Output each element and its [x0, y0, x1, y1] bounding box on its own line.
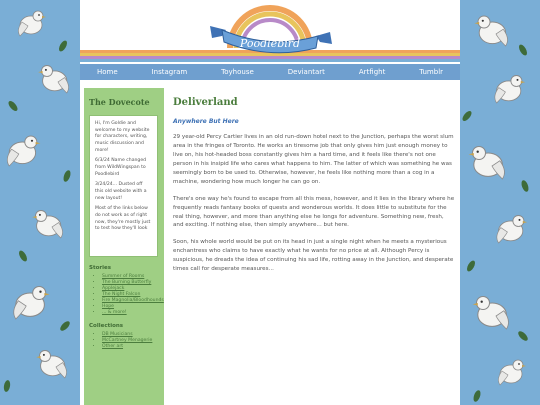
leaf-icon	[472, 389, 482, 402]
nav-toyhouse[interactable]: Toyhouse	[221, 68, 254, 76]
dove-icon	[8, 280, 52, 324]
dove-icon	[14, 6, 48, 40]
collection-link[interactable]: • McCartney Menagerie	[102, 338, 164, 343]
nav-instagram[interactable]: Instagram	[151, 68, 188, 76]
welcome-note[interactable]	[89, 115, 158, 257]
story-link[interactable]: • The Night Falcon	[102, 292, 164, 297]
top-nav	[80, 64, 460, 80]
leaf-icon	[465, 259, 476, 272]
leaf-icon	[62, 169, 72, 182]
right-pattern-panel	[460, 0, 540, 405]
dove-icon	[36, 60, 73, 97]
dove-icon	[472, 10, 513, 51]
nav-home[interactable]: Home	[96, 68, 118, 76]
nav-deviantart[interactable]: Deviantart	[287, 68, 325, 76]
note-line: Most of the links below do not work as of right now, they're mostly just to test how they'll look	[95, 206, 151, 232]
story-link[interactable]: • Summer of Rooms	[102, 274, 164, 279]
logo-text: Poodlebird	[239, 37, 301, 50]
story-link[interactable]: • ... & more!	[102, 310, 164, 315]
leaf-icon	[3, 380, 11, 393]
leaf-icon	[461, 109, 473, 122]
page-container	[80, 0, 460, 405]
dove-icon	[490, 70, 527, 107]
page-title: Deliverland	[173, 97, 238, 108]
collections-list	[84, 332, 164, 349]
leaf-icon	[7, 99, 19, 112]
story-link[interactable]: • Applejack	[102, 286, 164, 291]
site-header	[80, 0, 460, 64]
main-content	[173, 88, 456, 405]
left-pattern-panel	[0, 0, 80, 405]
nav-tumblr[interactable]: Tumblr	[419, 68, 444, 76]
leaf-icon	[59, 320, 72, 333]
leaf-icon	[520, 179, 530, 192]
collection-link[interactable]: • Other art	[102, 344, 164, 349]
dove-icon	[492, 210, 529, 247]
collections-heading: Collections	[89, 323, 124, 329]
dove-icon	[466, 140, 510, 184]
dove-icon	[470, 290, 514, 334]
collection-link[interactable]: • DB Musicians	[102, 332, 164, 337]
story-link[interactable]: • The Burning Butterfly	[102, 280, 164, 285]
site-logo[interactable]	[200, 2, 340, 58]
note-line: 3/24/24... Dusted off this old website with a new layout!	[95, 182, 147, 201]
dove-icon	[34, 345, 71, 382]
sidebar-title: The Dovecote	[89, 97, 150, 107]
page-subtitle: Anywhere But Here	[173, 118, 239, 125]
story-link[interactable]: • Fire Magnolia/Bloodhounds	[102, 298, 164, 303]
dove-icon	[2, 130, 43, 171]
sidebar	[84, 88, 164, 405]
story-paragraph: 29 year-old Percy Cartier lives in an old run-down hotel next to the Junction, perhaps the worst slum area in the fringes of Toronto. He works an tiresome job that only gives him just enough money to live on, his hot-headed boss constantly gives him a hard time, and it feels like there's not one person in his insipid life who cares what happens to him. The latter of which was something he was seemingly born to be used to. Otherwise, however, he feels like nothing more than a cog in a machine, wondering how much longer he can go on.	[173, 134, 454, 185]
story-link[interactable]: • Hope	[102, 304, 164, 309]
note-line: 6/3/24 Name changed from WildWingspan to Poodlebird	[95, 158, 147, 177]
story-paragraph: There's one way he's found to escape from all this mess, however, and it lies in the library where he frequently reads fantasy books of quests and wonderous worlds. It does little to substitute for the real thing, however, and more than anything else he longs for adventure. Something new, fresh, and exciting. If nothing else, then simply anywhere... but here.	[173, 195, 455, 229]
stories-list	[84, 274, 164, 315]
dove-icon	[30, 205, 67, 242]
stories-heading: Stories	[89, 265, 111, 271]
nav-artfight[interactable]: Artfight	[358, 68, 386, 76]
leaf-icon	[517, 43, 528, 56]
story-paragraph: Soon, his whole world would be put on its head in just a single night when he meets a mysterious enchantress who claims to have exactly what he wants for no price at all. Although Percy is suspicious, he dreads the idea of continuing his sad life, rotting away in the Junction, and desperate times call for desperate measures...	[173, 239, 454, 273]
note-line: Hi, I'm Goldie and welcome to my website for characters, writing, music discussion and more!	[95, 121, 150, 153]
leaf-icon	[517, 330, 530, 343]
leaf-icon	[57, 39, 68, 52]
dove-icon	[494, 355, 528, 389]
leaf-icon	[17, 249, 28, 262]
